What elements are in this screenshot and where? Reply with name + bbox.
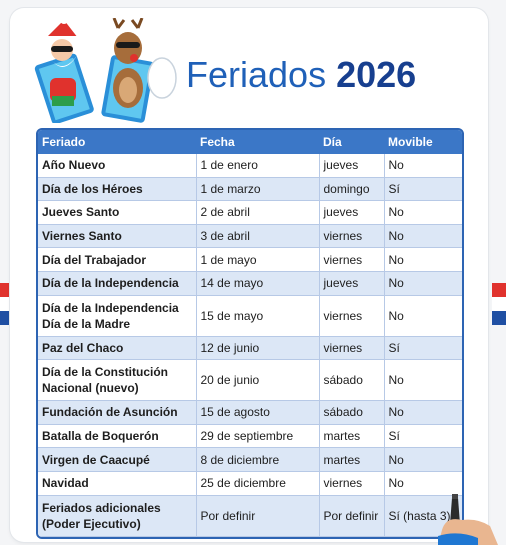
cell-fecha: 2 de abril — [196, 201, 319, 225]
cell-feriado-line2: Nacional (nuevo) — [42, 381, 139, 396]
cell-dia: Por definir — [319, 495, 384, 536]
cell-fecha: 8 de diciembre — [196, 448, 319, 472]
column-header-movible: Movible — [384, 130, 462, 154]
table-row — [38, 424, 462, 448]
page-title — [186, 50, 416, 100]
cell-feriado: Jueves Santo — [38, 201, 196, 225]
cell-movible: No — [384, 471, 462, 495]
cell-feriado: Virgen de Caacupé — [38, 448, 196, 472]
title-word: Feriados — [186, 54, 327, 95]
cell-dia: jueves — [319, 201, 384, 225]
cell-fecha: 1 de enero — [196, 154, 319, 177]
cell-dia: viernes — [319, 224, 384, 248]
table-row — [38, 248, 462, 272]
table-row — [38, 201, 462, 225]
table-row — [38, 224, 462, 248]
cell-movible: No — [384, 448, 462, 472]
table-row — [38, 471, 462, 495]
cell-feriado: Viernes Santo — [38, 224, 196, 248]
cell-fecha: 15 de mayo — [196, 295, 319, 336]
table-row — [38, 271, 462, 295]
cell-feriado: Año Nuevo — [38, 154, 196, 177]
cell-feriado-line2: (Poder Ejecutivo) — [42, 516, 141, 531]
cell-feriado: Batalla de Boquerón — [38, 424, 196, 448]
cell-fecha: 12 de junio — [196, 336, 319, 360]
cell-feriado: Día del Trabajador — [38, 248, 196, 272]
cell-dia: domingo — [319, 177, 384, 201]
cell-fecha: 15 de agosto — [196, 401, 319, 425]
cell-dia: viernes — [319, 295, 384, 336]
column-header-feriado: Feriado — [38, 130, 196, 154]
cell-dia: jueves — [319, 154, 384, 177]
cell-feriado — [38, 495, 196, 536]
cell-dia: sábado — [319, 360, 384, 401]
cell-dia: viernes — [319, 248, 384, 272]
cell-movible: Sí — [384, 424, 462, 448]
table-row — [38, 177, 462, 201]
table-row — [38, 360, 462, 401]
cell-fecha: 1 de mayo — [196, 248, 319, 272]
title-year: 2026 — [336, 54, 417, 95]
cell-fecha: 3 de abril — [196, 224, 319, 248]
cell-dia: martes — [319, 424, 384, 448]
cell-movible: No — [384, 248, 462, 272]
column-header-dia: Día — [319, 130, 384, 154]
cell-feriado — [38, 295, 196, 336]
cell-fecha: Por definir — [196, 495, 319, 536]
cell-movible: No — [384, 201, 462, 225]
cell-feriado: Paz del Chaco — [38, 336, 196, 360]
holidays-table — [36, 128, 464, 539]
cell-feriado: Día de los Héroes — [38, 177, 196, 201]
cell-movible: No — [384, 295, 462, 336]
cell-dia: sábado — [319, 401, 384, 425]
cell-movible: No — [384, 271, 462, 295]
cell-movible: Sí — [384, 177, 462, 201]
cell-movible: No — [384, 154, 462, 177]
cell-fecha: 1 de marzo — [196, 177, 319, 201]
santa-reindeer-illustration — [34, 18, 184, 123]
cell-dia: viernes — [319, 336, 384, 360]
cell-dia: viernes — [319, 471, 384, 495]
cell-feriado-line2: Día de la Madre — [42, 316, 131, 331]
table-header-row — [38, 130, 462, 154]
table-row — [38, 295, 462, 336]
cell-fecha: 25 de diciembre — [196, 471, 319, 495]
cell-fecha: 29 de septiembre — [196, 424, 319, 448]
cell-movible: No — [384, 401, 462, 425]
cell-feriado-line1: Día de la Independencia — [42, 300, 179, 315]
cell-feriado-line1: Día de la Constitución — [42, 365, 169, 380]
cell-movible: No — [384, 224, 462, 248]
table-row — [38, 448, 462, 472]
table-row — [38, 495, 462, 536]
cell-dia: jueves — [319, 271, 384, 295]
cell-fecha: 20 de junio — [196, 360, 319, 401]
cell-fecha: 14 de mayo — [196, 271, 319, 295]
cell-dia: martes — [319, 448, 384, 472]
table-row — [38, 401, 462, 425]
table-row — [38, 154, 462, 177]
paraguay-flag-right — [492, 283, 506, 325]
cell-feriado: Día de la Independencia — [38, 271, 196, 295]
cell-feriado-line1: Feriados adicionales — [42, 500, 161, 515]
cell-movible: Sí (hasta 3) — [384, 495, 462, 536]
cell-movible: No — [384, 360, 462, 401]
column-header-fecha: Fecha — [196, 130, 319, 154]
holiday-card — [10, 8, 488, 542]
cell-feriado — [38, 360, 196, 401]
table-row — [38, 336, 462, 360]
cell-feriado: Navidad — [38, 471, 196, 495]
hand-holding-drink-illustration — [438, 490, 498, 545]
cell-movible: Sí — [384, 336, 462, 360]
cell-feriado: Fundación de Asunción — [38, 401, 196, 425]
